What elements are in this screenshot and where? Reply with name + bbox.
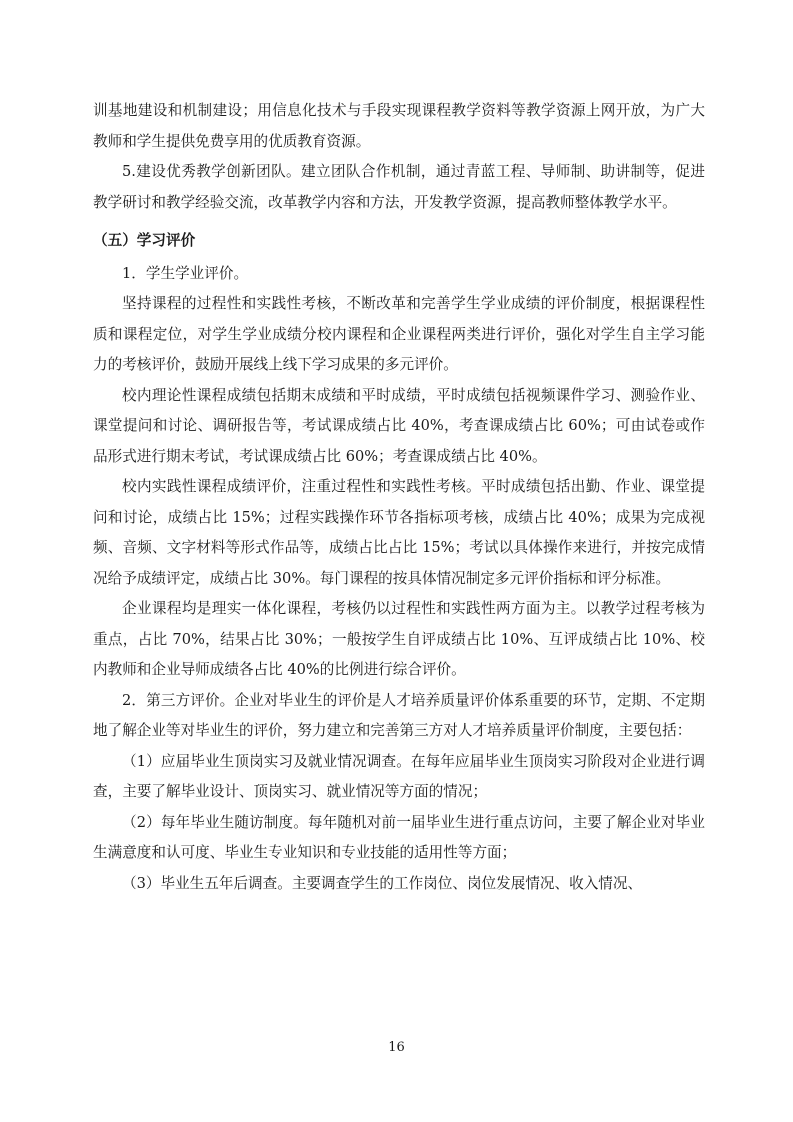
page-number: 16: [388, 1040, 405, 1055]
paragraph-student-evaluation-title: 1．学生学业评价。: [122, 264, 249, 282]
list-item-internship-survey: （1）应届毕业生顶岗实习及就业情况调查。在每年应届毕业生顶岗实习阶段对企业进行调查，主要了解毕业设计、顶岗实习、就业情况等方面的情况；: [93, 752, 705, 800]
paragraph-third-party-evaluation: 2．第三方评价。企业对毕业生的评价是人才培养质量评价体系重要的环节，定期、不定期地了解企业等对毕业生的评价，努力建立和完善第三方对人才培养质量评价制度，主要包括：: [93, 691, 705, 739]
list-item-annual-followup: （2）每年毕业生随访制度。每年随机对前一届毕业生进行重点访问，主要了解企业对毕业生满意度和认可度、毕业生专业知识和专业技能的适用性等方面；: [93, 813, 705, 861]
list-item-five-year-survey: （3）毕业生五年后调查。主要调查学生的工作岗位、岗位发展情况、收入情况、: [122, 874, 643, 892]
paragraph-evaluation-principle: 坚持课程的过程性和实践性考核，不断改革和完善学生学业成绩的评价制度，根据课程性质和课程定位，对学生学业成绩分校内课程和企业课程两类进行评价，强化对学生自主学习能力的考核评价，鼓励开展线上线下学习成果的多元评价。: [93, 295, 705, 373]
paragraph-practice-course-grades: 校内实践性课程成绩评价，注重过程性和实践性考核。平时成绩包括出勤、作业、课堂提问和讨论，成绩占比 15%；过程实践操作环节各指标项考核，成绩占比 40%；成果为完成视频、音频、文字材料等形式作品等，成绩占比占比 15%；考试以具体操作来进行，并按完成情况给予成绩评定，成绩占比 30%。每门课程的按具体情况制定多元评价指标和评分标准。: [93, 478, 705, 587]
page-body: [93, 96, 705, 899]
section-heading: （五）学习评价: [93, 232, 196, 249]
paragraph-continued: 训基地建设和机制建设；用信息化技术与手段实现课程教学资料等教学资源上网开放，为广大教师和学生提供免费享用的优质教育资源。: [93, 102, 705, 150]
paragraph-enterprise-course-grades: 企业课程均是理实一体化课程，考核仍以过程性和实践性两方面为主。以教学过程考核为重点，占比 70%，结果占比 30%；一般按学生自评成绩占比 10%、互评成绩占比 10%、校内教师和企业导师成绩各占比 40%的比例进行综合评价。: [93, 600, 705, 678]
paragraph-theory-course-grades: 校内理论性课程成绩包括期末成绩和平时成绩，平时成绩包括视频课件学习、测验作业、课堂提问和讨论、调研报告等，考试课成绩占比 40%，考查课成绩占比 60%；可由试卷或作品形式进行期末考试，考试课成绩占比 60%；考查课成绩占比 40%。: [93, 386, 705, 465]
paragraph-teaching-team: 5.建设优秀教学创新团队。建立团队合作机制，通过青蓝工程、导师制、助讲制等，促进教学研讨和教学经验交流，改革教学内容和方法，开发教学资源，提高教师整体教学水平。: [93, 163, 705, 211]
